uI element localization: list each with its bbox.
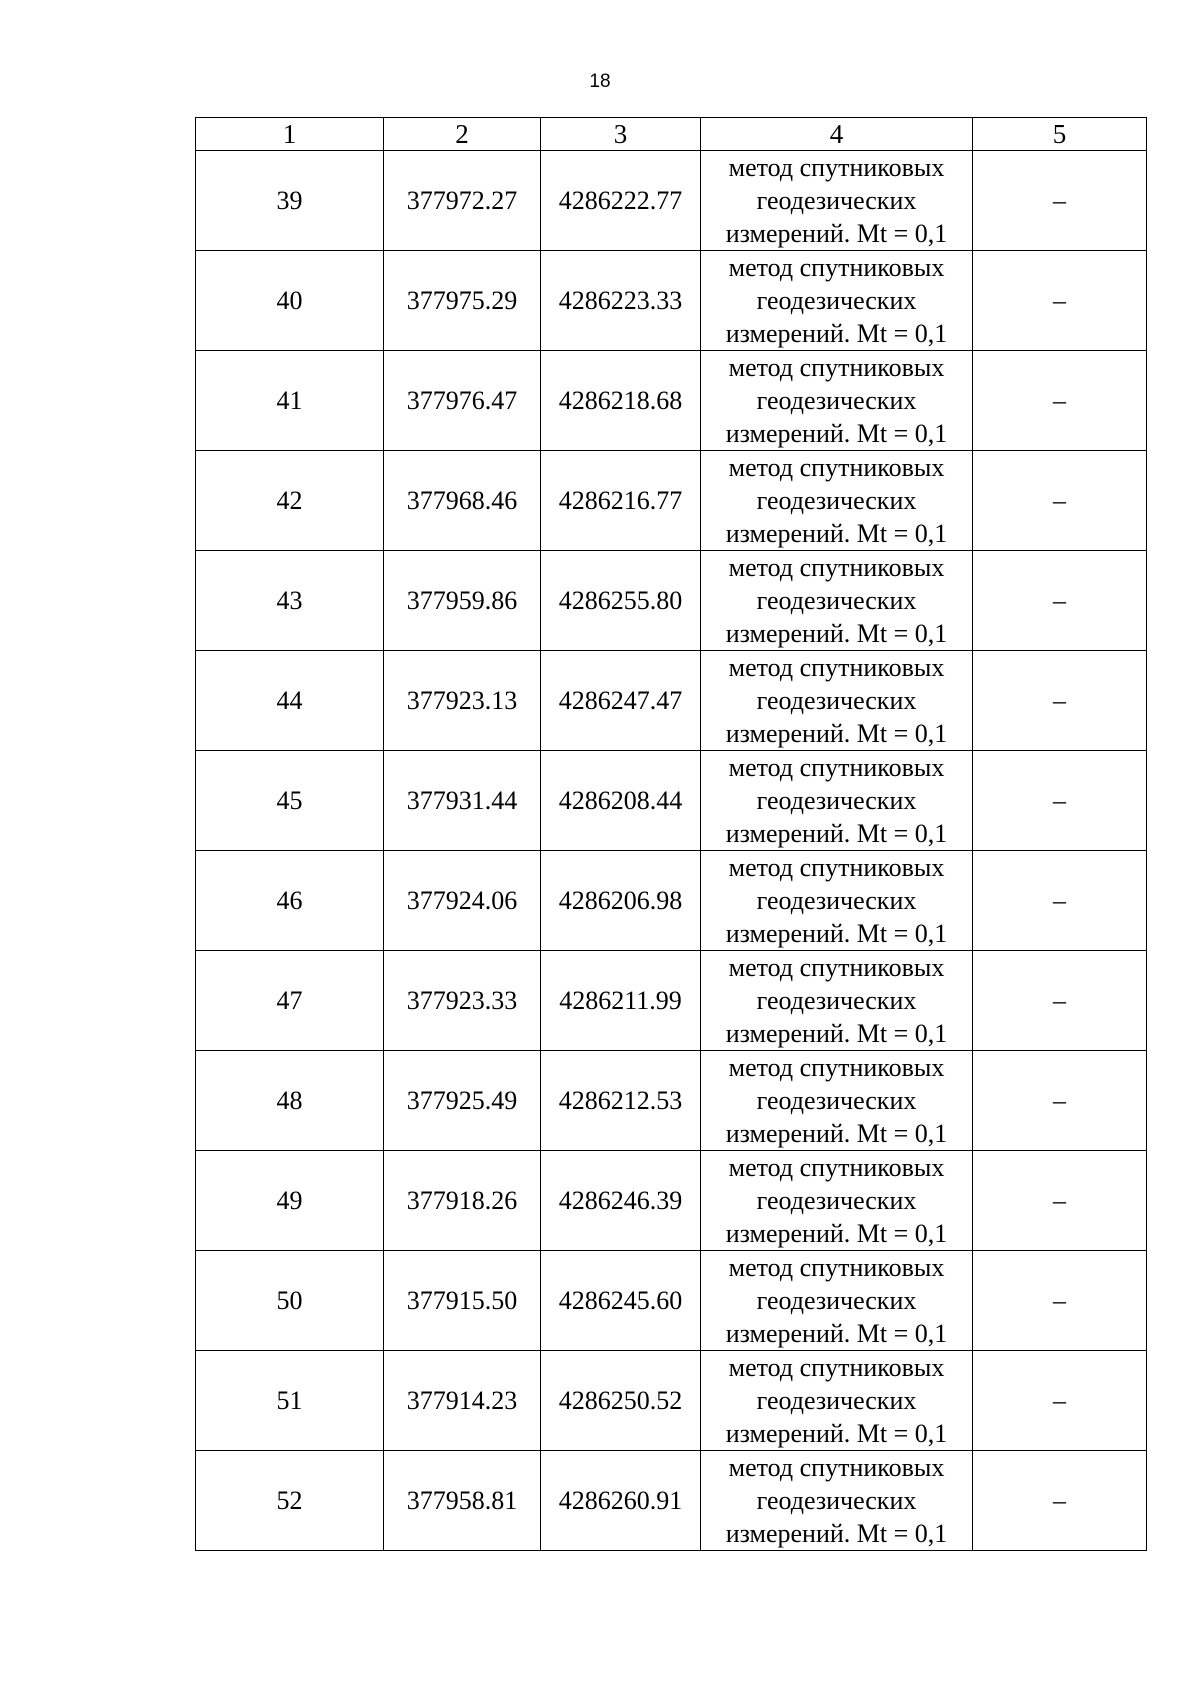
- table-row: [196, 551, 1147, 651]
- x-coordinate-cell: 377918.26: [384, 1151, 541, 1251]
- y-coordinate-cell: 4286245.60: [541, 1251, 701, 1351]
- y-coordinate-cell: 4286260.91: [541, 1451, 701, 1551]
- method-line: метод спутниковых: [728, 1253, 945, 1282]
- method-line: геодезических: [756, 386, 917, 415]
- point-number-cell: 40: [196, 251, 384, 351]
- x-coordinate-cell: 377924.06: [384, 851, 541, 951]
- note-cell: –: [973, 1151, 1147, 1251]
- x-coordinate-cell: 377923.33: [384, 951, 541, 1051]
- method-line: метод спутниковых: [728, 1353, 945, 1382]
- method-line: метод спутниковых: [728, 853, 945, 882]
- table-row: [196, 1151, 1147, 1251]
- method-cell: [701, 651, 973, 751]
- method-line: измерений. Mt = 0,1: [725, 719, 948, 748]
- header-col-3: 3: [541, 118, 701, 151]
- method-line: геодезических: [756, 686, 917, 715]
- method-line: геодезических: [756, 1486, 917, 1515]
- method-cell: [701, 751, 973, 851]
- x-coordinate-cell: 377958.81: [384, 1451, 541, 1551]
- note-cell: –: [973, 1251, 1147, 1351]
- note-cell: –: [973, 851, 1147, 951]
- method-cell: [701, 1151, 973, 1251]
- y-coordinate-cell: 4286222.77: [541, 151, 701, 251]
- point-number-cell: 46: [196, 851, 384, 951]
- x-coordinate-cell: 377914.23: [384, 1351, 541, 1451]
- method-line: геодезических: [756, 1386, 917, 1415]
- table-row: [196, 1251, 1147, 1351]
- method-line: измерений. Mt = 0,1: [725, 1319, 948, 1348]
- method-line: измерений. Mt = 0,1: [725, 319, 948, 348]
- y-coordinate-cell: 4286218.68: [541, 351, 701, 451]
- method-line: метод спутниковых: [728, 353, 945, 382]
- method-line: метод спутниковых: [728, 753, 945, 782]
- method-cell: [701, 151, 973, 251]
- method-cell: [701, 551, 973, 651]
- point-number-cell: 41: [196, 351, 384, 451]
- method-line: измерений. Mt = 0,1: [725, 419, 948, 448]
- note-cell: –: [973, 551, 1147, 651]
- x-coordinate-cell: 377923.13: [384, 651, 541, 751]
- x-coordinate-cell: 377915.50: [384, 1251, 541, 1351]
- note-cell: –: [973, 251, 1147, 351]
- x-coordinate-cell: 377972.27: [384, 151, 541, 251]
- method-line: измерений. Mt = 0,1: [725, 219, 948, 248]
- x-coordinate-cell: 377968.46: [384, 451, 541, 551]
- note-cell: –: [973, 351, 1147, 451]
- point-number-cell: 45: [196, 751, 384, 851]
- method-line: метод спутниковых: [728, 1153, 945, 1182]
- method-line: метод спутниковых: [728, 153, 945, 182]
- x-coordinate-cell: 377925.49: [384, 1051, 541, 1151]
- method-line: измерений. Mt = 0,1: [725, 919, 948, 948]
- method-line: измерений. Mt = 0,1: [725, 1019, 948, 1048]
- method-line: метод спутниковых: [728, 1053, 945, 1082]
- method-cell: [701, 251, 973, 351]
- method-line: геодезических: [756, 1286, 917, 1315]
- method-cell: [701, 1351, 973, 1451]
- header-col-2: 2: [384, 118, 541, 151]
- method-line: измерений. Mt = 0,1: [725, 619, 948, 648]
- method-line: геодезических: [756, 886, 917, 915]
- table-row: [196, 651, 1147, 751]
- note-cell: –: [973, 651, 1147, 751]
- method-line: геодезических: [756, 286, 917, 315]
- method-cell: [701, 1251, 973, 1351]
- method-line: метод спутниковых: [728, 453, 945, 482]
- method-line: метод спутниковых: [728, 953, 945, 982]
- point-number-cell: 52: [196, 1451, 384, 1551]
- method-line: метод спутниковых: [728, 653, 945, 682]
- table-row: [196, 751, 1147, 851]
- method-line: геодезических: [756, 486, 917, 515]
- y-coordinate-cell: 4286211.99: [541, 951, 701, 1051]
- method-line: метод спутниковых: [728, 553, 945, 582]
- coordinates-table: [195, 117, 1147, 1551]
- note-cell: –: [973, 1051, 1147, 1151]
- note-cell: –: [973, 1351, 1147, 1451]
- method-line: геодезических: [756, 986, 917, 1015]
- header-col-1: 1: [196, 118, 384, 151]
- note-cell: –: [973, 951, 1147, 1051]
- method-line: измерений. Mt = 0,1: [725, 519, 948, 548]
- x-coordinate-cell: 377975.29: [384, 251, 541, 351]
- y-coordinate-cell: 4286216.77: [541, 451, 701, 551]
- y-coordinate-cell: 4286223.33: [541, 251, 701, 351]
- point-number-cell: 49: [196, 1151, 384, 1251]
- table-row: [196, 1051, 1147, 1151]
- y-coordinate-cell: 4286255.80: [541, 551, 701, 651]
- point-number-cell: 42: [196, 451, 384, 551]
- x-coordinate-cell: 377959.86: [384, 551, 541, 651]
- method-line: измерений. Mt = 0,1: [725, 1519, 948, 1548]
- method-line: геодезических: [756, 586, 917, 615]
- x-coordinate-cell: 377931.44: [384, 751, 541, 851]
- point-number-cell: 51: [196, 1351, 384, 1451]
- point-number-cell: 43: [196, 551, 384, 651]
- header-col-5: 5: [973, 118, 1147, 151]
- point-number-cell: 44: [196, 651, 384, 751]
- table-row: [196, 151, 1147, 251]
- point-number-cell: 47: [196, 951, 384, 1051]
- point-number-cell: 50: [196, 1251, 384, 1351]
- method-line: геодезических: [756, 1086, 917, 1115]
- method-line: измерений. Mt = 0,1: [725, 819, 948, 848]
- method-cell: [701, 1051, 973, 1151]
- y-coordinate-cell: 4286246.39: [541, 1151, 701, 1251]
- table-row: [196, 451, 1147, 551]
- method-line: метод спутниковых: [728, 253, 945, 282]
- table-row: [196, 1451, 1147, 1551]
- y-coordinate-cell: 4286212.53: [541, 1051, 701, 1151]
- method-line: геодезических: [756, 186, 917, 215]
- note-cell: –: [973, 751, 1147, 851]
- x-coordinate-cell: 377976.47: [384, 351, 541, 451]
- y-coordinate-cell: 4286247.47: [541, 651, 701, 751]
- method-cell: [701, 851, 973, 951]
- y-coordinate-cell: 4286250.52: [541, 1351, 701, 1451]
- method-cell: [701, 1451, 973, 1551]
- table-header: [196, 118, 1147, 151]
- table-row: [196, 951, 1147, 1051]
- table-row: [196, 1351, 1147, 1451]
- method-line: измерений. Mt = 0,1: [725, 1219, 948, 1248]
- page-number: 18: [589, 71, 611, 92]
- method-line: метод спутниковых: [728, 1453, 945, 1482]
- point-number-cell: 39: [196, 151, 384, 251]
- table-row: [196, 851, 1147, 951]
- point-number-cell: 48: [196, 1051, 384, 1151]
- table-row: [196, 251, 1147, 351]
- header-col-4: 4: [701, 118, 973, 151]
- header-row: [196, 118, 1147, 151]
- method-cell: [701, 451, 973, 551]
- note-cell: –: [973, 451, 1147, 551]
- table-body: [196, 151, 1147, 1551]
- note-cell: –: [973, 151, 1147, 251]
- y-coordinate-cell: 4286208.44: [541, 751, 701, 851]
- y-coordinate-cell: 4286206.98: [541, 851, 701, 951]
- table-row: [196, 351, 1147, 451]
- method-line: геодезических: [756, 786, 917, 815]
- method-line: измерений. Mt = 0,1: [725, 1419, 948, 1448]
- method-cell: [701, 951, 973, 1051]
- method-line: геодезических: [756, 1186, 917, 1215]
- method-cell: [701, 351, 973, 451]
- method-line: измерений. Mt = 0,1: [725, 1119, 948, 1148]
- note-cell: –: [973, 1451, 1147, 1551]
